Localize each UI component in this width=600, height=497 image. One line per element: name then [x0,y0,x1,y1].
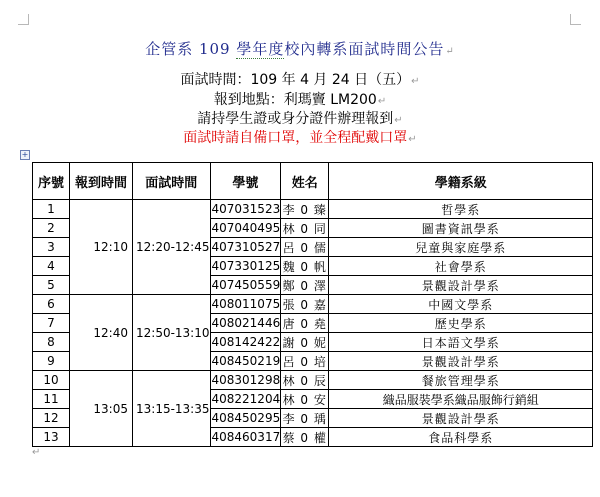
cell-department: 社會學系 [329,257,593,276]
cell-seq: 4 [33,257,70,276]
cell-name: 林 0 安 [281,390,329,409]
cell-department: 哲學系 [329,200,593,219]
cell-student-id: 408142422 [210,333,281,352]
paragraph-mark-icon: ↵ [32,447,41,458]
mask-warning-line: 面試時請自備口罩，並全程配戴口罩↵ [183,130,417,146]
table-row [33,295,593,314]
cell-student-id: 408450295 [210,409,281,428]
table-move-handle-icon[interactable]: + [21,150,29,159]
cell-department: 景觀設計學系 [329,409,593,428]
cell-seq: 3 [33,238,70,257]
cell-name: 魏 0 帆 [281,257,329,276]
cell-student-id: 407040495 [210,219,281,238]
cell-seq: 1 [33,200,70,219]
cell-name: 呂 0 儒 [281,238,329,257]
cell-interview-time: 13:15-13:35 [133,371,211,447]
header-interview-time: 面試時間 [133,163,211,200]
paragraph-mark-icon: ↵ [377,96,387,107]
cell-department: 日本語文學系 [329,333,593,352]
table-row [33,200,593,219]
title-academic-year: 學年度 [236,40,285,58]
header-checkin-time: 報到時間 [70,163,133,200]
title-prefix: 企管系 109 [145,40,237,58]
id-requirement-line: 請持學生證或身分證件辦理報到↵ [197,111,403,127]
cell-name: 鄭 0 澤 [281,276,329,295]
cell-seq: 5 [33,276,70,295]
document-title [0,38,600,59]
header-seq: 序號 [33,163,70,200]
cell-seq: 7 [33,314,70,333]
header-department: 學籍系級 [329,163,593,200]
cell-department: 歷史學系 [329,314,593,333]
cell-name: 唐 0 堯 [281,314,329,333]
cell-department: 食品科學系 [329,428,593,447]
cell-seq: 10 [33,371,70,390]
cell-name: 李 0 臻 [281,200,329,219]
interview-date-line: 面試時間：109 年 4 月 24 日（五）↵ [180,72,420,88]
cell-name: 林 0 同 [281,219,329,238]
cell-department: 織品服裝學系織品服飾行銷組 [329,390,593,409]
cell-seq: 13 [33,428,70,447]
checkin-location-line: 報到地點：利瑪竇 LM200↵ [213,92,387,108]
cell-student-id: 408021446 [210,314,281,333]
cell-student-id: 408450219 [210,352,281,371]
cell-seq: 8 [33,333,70,352]
cell-name: 蔡 0 權 [281,428,329,447]
cell-department: 景觀設計學系 [329,276,593,295]
cell-student-id: 407330125 [210,257,281,276]
table-header-row [33,163,593,200]
cell-seq: 11 [33,390,70,409]
cell-department: 景觀設計學系 [329,352,593,371]
table-row [33,371,593,390]
paragraph-mark-icon: ↵ [394,115,403,126]
cell-student-id: 408221204 [210,390,281,409]
cell-name: 林 0 辰 [281,371,329,390]
paragraph-mark-icon: ↵ [445,46,455,57]
cell-department: 圖書資訊學系 [329,219,593,238]
cell-checkin-time: 12:10 [70,200,133,295]
cell-department: 餐旅管理學系 [329,371,593,390]
cell-student-id: 408011075 [210,295,281,314]
cell-student-id: 408460317 [210,428,281,447]
cell-name: 李 0 瑀 [281,409,329,428]
cell-checkin-time: 12:40 [70,295,133,371]
cell-student-id: 407450559 [210,276,281,295]
header-name: 姓名 [281,163,329,200]
page-corner-marker-left [18,14,29,25]
header-student-id: 學號 [210,163,281,200]
cell-seq: 6 [33,295,70,314]
cell-student-id: 407031523 [210,200,281,219]
page-corner-marker-right [570,14,581,25]
paragraph-mark-icon: ↵ [411,76,420,87]
cell-interview-time: 12:20-12:45 [133,200,211,295]
cell-checkin-time: 13:05 [70,371,133,447]
cell-interview-time: 12:50-13:10 [133,295,211,371]
cell-seq: 12 [33,409,70,428]
cell-name: 謝 0 妮 [281,333,329,352]
interview-schedule-table [32,162,593,447]
cell-name: 張 0 嘉 [281,295,329,314]
paragraph-mark-icon: ↵ [408,134,417,145]
cell-department: 兒童與家庭學系 [329,238,593,257]
cell-seq: 2 [33,219,70,238]
cell-student-id: 408301298 [210,371,281,390]
cell-name: 呂 0 培 [281,352,329,371]
cell-student-id: 407310527 [210,238,281,257]
cell-department: 中國文學系 [329,295,593,314]
title-suffix: 校內轉系面試時間公告 [284,40,445,58]
cell-seq: 9 [33,352,70,371]
